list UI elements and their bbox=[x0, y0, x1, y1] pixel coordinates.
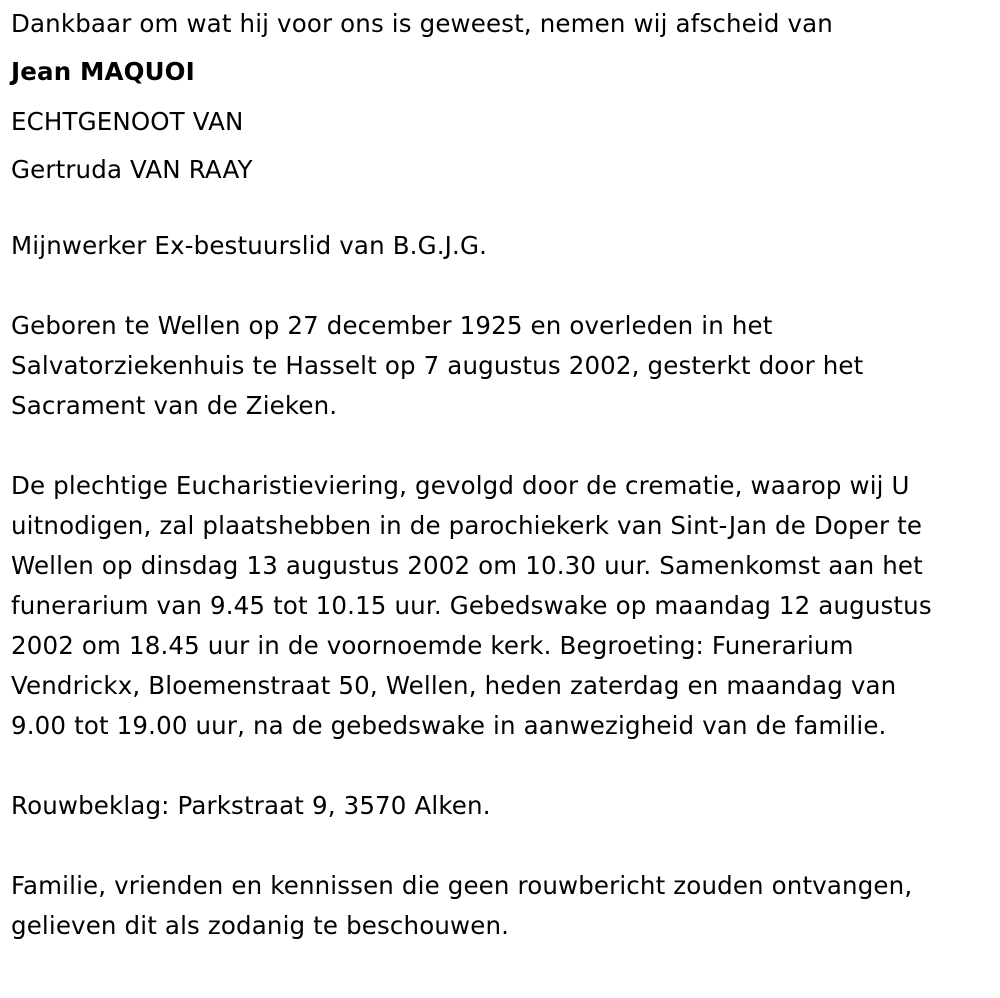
obituary-notice bbox=[11, 4, 991, 946]
paragraph-line: Salvatorziekenhuis te Hasselt op 7 augustus 2002, gesterkt door het bbox=[11, 351, 864, 380]
spacer bbox=[11, 194, 991, 226]
deceased-last-name: MAQUOI bbox=[80, 57, 195, 86]
spacer bbox=[11, 266, 991, 306]
paragraph-line: 2002 om 18.45 uur in de voornoemde kerk. Begroeting: Funerarium bbox=[11, 631, 854, 660]
intro-text: Dankbaar om wat hij voor ons is geweest, nemen wij afscheid van bbox=[11, 9, 833, 38]
closing-paragraph bbox=[11, 866, 991, 946]
paragraph-line: Geboren te Wellen op 27 december 1925 en overleden in het bbox=[11, 311, 773, 340]
paragraph-line: Vendrickx, Bloemenstraat 50, Wellen, heden zaterdag en maandag van bbox=[11, 671, 897, 700]
birth-death-paragraph bbox=[11, 306, 991, 426]
deceased-name bbox=[11, 46, 991, 98]
deceased-first-name: Jean bbox=[11, 57, 72, 86]
ceremony-paragraph bbox=[11, 466, 991, 746]
spacer bbox=[11, 426, 991, 466]
occupation-text: Mijnwerker Ex-bestuurslid van B.G.J.G. bbox=[11, 231, 488, 260]
condolence-address: Rouwbeklag: Parkstraat 9, 3570 Alken. bbox=[11, 791, 491, 820]
paragraph-line: De plechtige Eucharistieviering, gevolgd door de crematie, waarop wij U bbox=[11, 471, 910, 500]
spacer bbox=[11, 826, 991, 866]
spouse-name: Gertruda VAN RAAY bbox=[11, 155, 253, 184]
paragraph-line: Familie, vrienden en kennissen die geen rouwbericht zouden ontvangen, bbox=[11, 871, 913, 900]
paragraph-line: gelieven dit als zodanig te beschouwen. bbox=[11, 911, 510, 940]
paragraph-line: Wellen op dinsdag 13 augustus 2002 om 10.30 uur. Samenkomst aan het bbox=[11, 551, 923, 580]
paragraph-line: uitnodigen, zal plaatshebben in de parochiekerk van Sint-Jan de Doper te bbox=[11, 511, 923, 540]
paragraph-line: funerarium van 9.45 tot 10.15 uur. Gebedswake op maandag 12 augustus bbox=[11, 591, 932, 620]
paragraph-line: Sacrament van de Zieken. bbox=[11, 391, 338, 420]
spacer bbox=[11, 746, 991, 786]
relation-text: ECHTGENOOT VAN bbox=[11, 107, 244, 136]
paragraph-line: 9.00 tot 19.00 uur, na de gebedswake in aanwezigheid van de familie. bbox=[11, 711, 887, 740]
